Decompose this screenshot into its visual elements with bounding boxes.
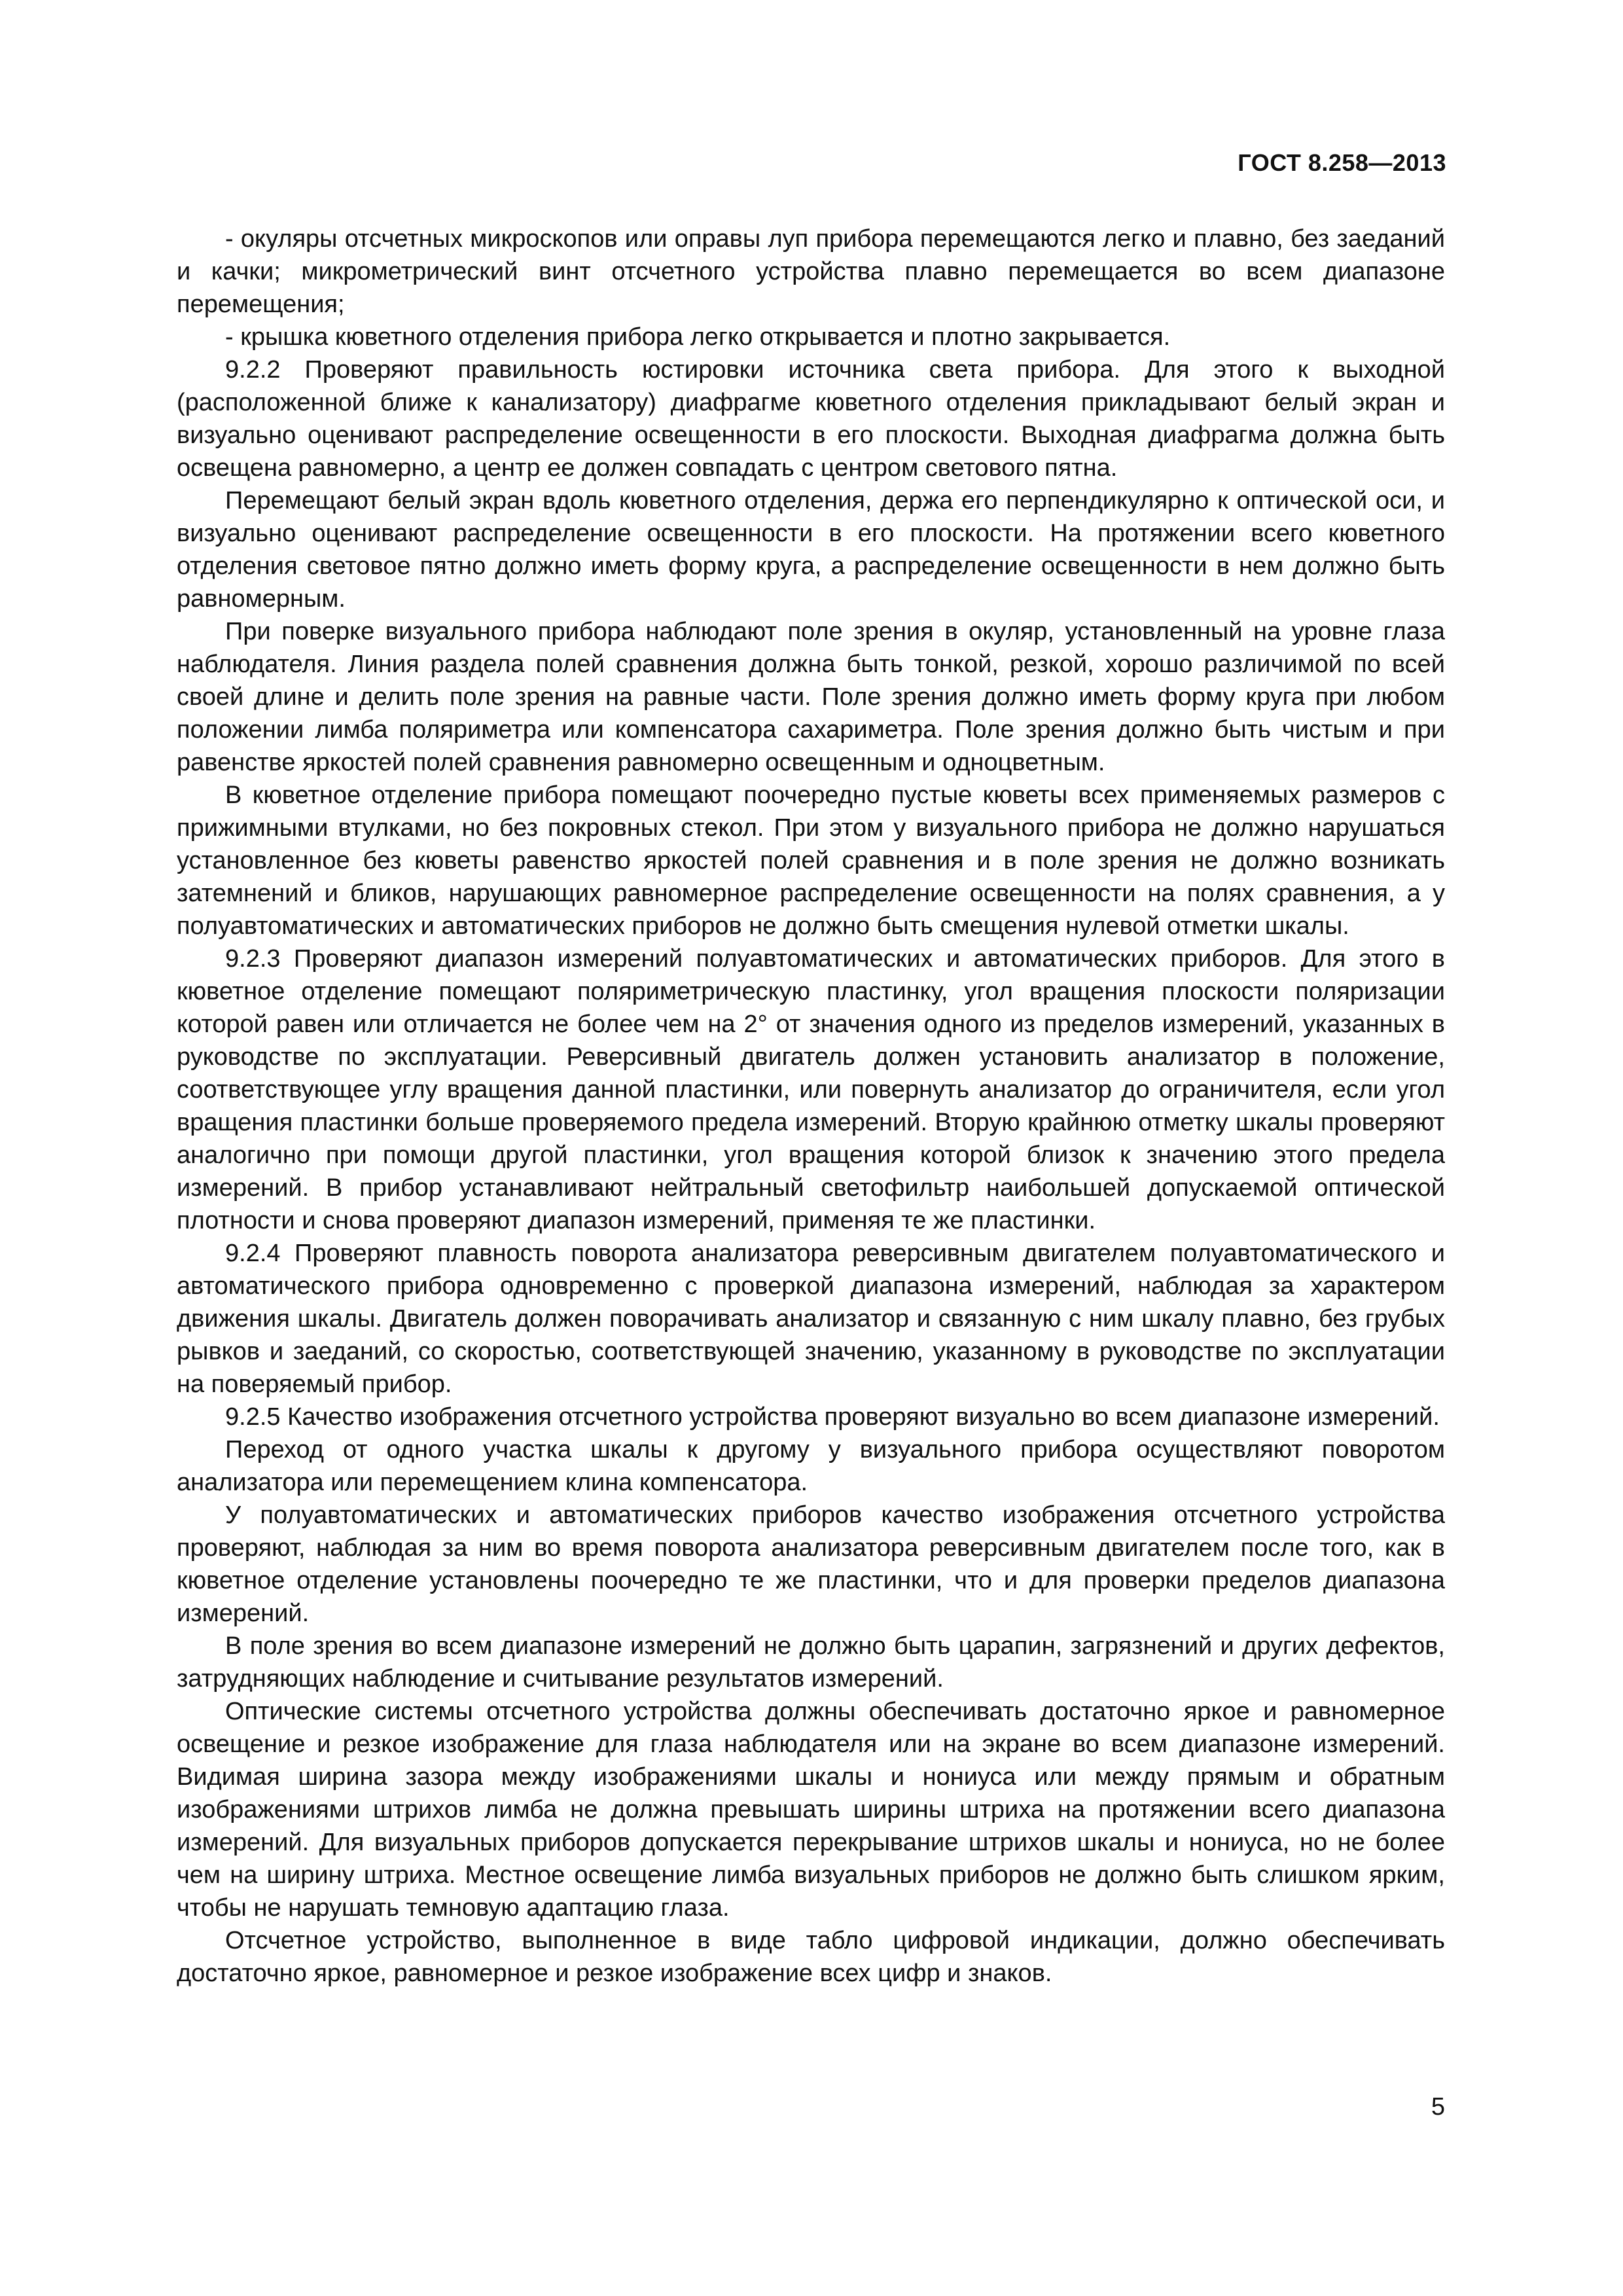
- paragraph: 9.2.4 Проверяют плавность поворота анализатора реверсивным двигателем полуавтоматического и автоматического прибора одновременно с проверкой диапазона измерений, наблюдая за характером движения шкалы. Двигатель должен поворачивать анализатор и связанную с ним шкалу плавно, без грубых рывков и заеданий, со скоростью, соответствующей значению, указанному в руководстве по эксплуатации на поверяемый прибор.: [177, 1240, 1445, 1398]
- document-body: [177, 223, 1445, 1990]
- document-code-header: ГОСТ 8.258—2013: [1238, 149, 1446, 176]
- paragraph: В кюветное отделение прибора помещают поочередно пустые кюветы всех применяемых размеров с прижимными втулками, но без покровных стекол. При этом у визуального прибора не должно нарушаться установленное без кюветы равенство яркостей полей сравнения и в поле зрения не должно возникать затемнений и бликов, нарушающих равномерное распределение освещенности на полях сравнения, а у полуавтоматических и автоматических приборов не должно быть смещения нулевой отметки шкалы.: [177, 781, 1445, 940]
- paragraph: - крышка кюветного отделения прибора легко открывается и плотно закрывается.: [225, 323, 1171, 351]
- paragraph: 9.2.2 Проверяют правильность юстировки источника света прибора. Для этого к выходной (расположенной ближе к канализатору) диафрагме кюветного отделения прикладывают белый экран и визуально оценивают распределение освещенности в его плоскости. Выходная диафрагма должна быть освещена равномерно, а центр ее должен совпадать с центром светового пятна.: [177, 356, 1445, 482]
- paragraph: Переход от одного участка шкалы к другому у визуального прибора осуществляют поворотом анализатора или перемещением клина компенсатора.: [177, 1436, 1445, 1496]
- paragraph: У полуавтоматических и автоматических приборов качество изображения отсчетного устройства проверяют, наблюдая за ним во время поворота анализатора реверсивным двигателем после того, как в кюветное отделение установлены поочередно те же пластинки, что и для проверки пределов диапазона измерений.: [177, 1501, 1445, 1627]
- paragraph: Перемещают белый экран вдоль кюветного отделения, держа его перпендикулярно к оптической оси, и визуально оценивают распределение освещенности в его плоскости. На протяжении всего кюветного отделения световое пятно должно иметь форму круга, а распределение освещенности в нем должно быть равномерным.: [177, 487, 1445, 613]
- paragraph: Отсчетное устройство, выполненное в виде табло цифровой индикации, должно обеспечивать достаточно яркое, равномерное и резкое изображение всех цифр и знаков.: [177, 1927, 1445, 1987]
- page-number: 5: [1431, 2093, 1445, 2121]
- paragraph: Оптические системы отсчетного устройства должны обеспечивать достаточно яркое и равномерное освещение и резкое изображение для глаза наблюдателя или на экране во всем диапазоне измерений. Видимая ширина зазора между изображениями шкалы и нониуса или между прямым и обратным изображениями штрихов лимба не должна превышать ширины штриха на протяжении всего диапазона измерений. Для визуальных приборов допускается перекрывание штрихов шкалы и нониуса, но не более чем на ширину штриха. Местное освещение лимба визуальных приборов не должно быть слишком ярким, чтобы не нарушать темновую адаптацию глаза.: [177, 1698, 1445, 1922]
- paragraph: При поверке визуального прибора наблюдают поле зрения в окуляр, установленный на уровне глаза наблюдателя. Линия раздела полей сравнения должна быть тонкой, резкой, хорошо различимой по всей своей длине и делить поле зрения на равные части. Поле зрения должно иметь форму круга при любом положении лимба поляриметра или компенсатора сахариметра. Поле зрения должно быть чистым и при равенстве яркостей полей сравнения равномерно освещенным и одноцветным.: [177, 618, 1445, 776]
- paragraph: В поле зрения во всем диапазоне измерений не должно быть царапин, загрязнений и других дефектов, затрудняющих наблюдение и считывание результатов измерений.: [177, 1632, 1445, 1693]
- paragraph: 9.2.3 Проверяют диапазон измерений полуавтоматических и автоматических приборов. Для этого в кюветное отделение помещают поляриметрическую пластинку, угол вращения плоскости поляризации которой равен или отличается не более чем на 2° от значения одного из пределов измерений, указанных в руководстве по эксплуатации. Реверсивный двигатель должен установить анализатор в положение, соответствующее углу вращения данной пластинки, или повернуть анализатор до ограничителя, если угол вращения пластинки больше проверяемого предела измерений. Вторую крайнюю отметку шкалы проверяют аналогично при помощи другой пластинки, угол вращения которой близок к значению этого предела измерений. В прибор устанавливают нейтральный светофильтр наибольшей допускаемой оптической плотности и снова проверяют диапазон измерений, применяя те же пластинки.: [177, 945, 1445, 1234]
- paragraph: 9.2.5 Качество изображения отсчетного устройства проверяют визуально во всем диапазоне измерений.: [225, 1403, 1440, 1431]
- paragraph: - окуляры отсчетных микроскопов или оправы луп прибора перемещаются легко и плавно, без заеданий и качки; микрометрический винт отсчетного устройства плавно перемещается во всем диапазоне перемещения;: [177, 225, 1445, 318]
